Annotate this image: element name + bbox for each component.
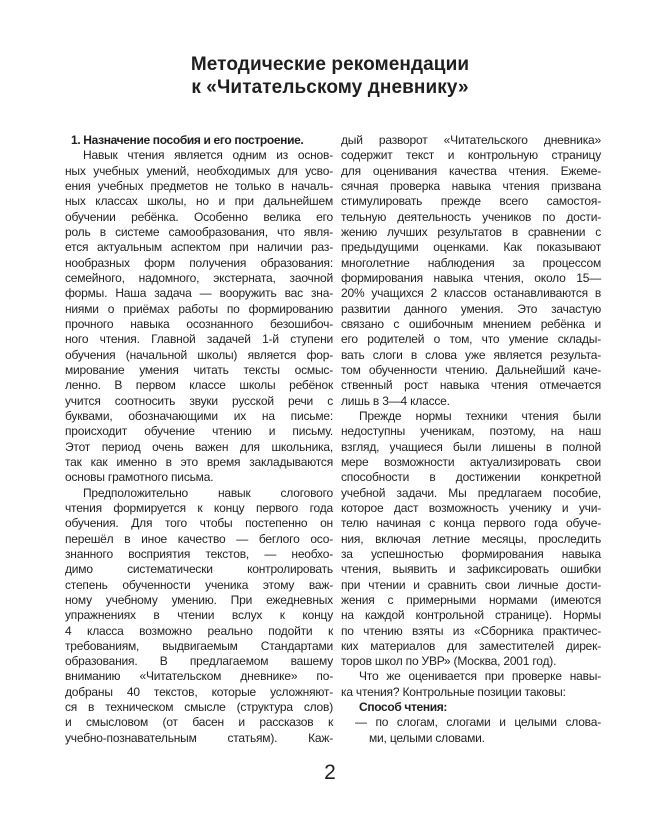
text-line: его родителей о том, что умение склады- [341, 332, 601, 347]
text-line: ных учебных умений, необходимых для усво- [65, 163, 333, 178]
title-line-2: к «Читательскому дневнику» [191, 77, 469, 98]
text-line: том обученности чтению. Дальнейший каче- [341, 362, 601, 377]
left-column [65, 133, 333, 746]
text-line: вниманию «Читательском дневнике» по- [65, 669, 333, 684]
text-line: происходит обучение чтению и письму. [65, 424, 333, 439]
text-line: многолетние наблюдения за процессом [341, 255, 601, 270]
text-line: ения учебных предметов не только в началь- [65, 178, 333, 193]
text-line: обучения (начальной школы) является фор- [65, 347, 333, 362]
text-line: ниями о приёмах работы по формированию [65, 301, 333, 316]
text-line: основы грамотного письма. [65, 470, 214, 485]
page-title [62, 53, 598, 99]
text-line: 20% учащихся 2 классов останавливаются в [341, 286, 601, 301]
text-line: требованиям, выдвигаемым Стандартами [65, 638, 333, 653]
text-line: торов школ по УВР» (Москва, 2001 год). [341, 654, 557, 669]
text-line: на каждой контрольной странице). Нормы [341, 608, 601, 623]
text-line: ния, включая летние месяцы, проследить [341, 531, 601, 546]
text-line: образования. В предлагаемом вашему [65, 654, 333, 669]
text-line: ных классах школы, но и при дальнейшем [65, 194, 333, 209]
text-line: Способ чтения: [359, 700, 448, 715]
text-line: способности в достижении конкретной [341, 470, 601, 485]
text-line: обучения. Для того чтобы постепенно он [65, 516, 333, 531]
text-line: стимулировать прежде всего самостоя- [341, 194, 601, 209]
text-line: ми, целыми словами. [369, 730, 485, 745]
text-line: нообразных форм получения образования: [65, 255, 333, 270]
text-line: предыдущими оценками. Как показывают [341, 240, 601, 255]
text-line: учебной задачи. Мы предлагаем пособие, [341, 485, 601, 500]
title-line-1: Методические рекомендации [190, 54, 470, 75]
text-line: знанного восприятия текстов, — необхо- [65, 546, 333, 561]
text-line: ленно. В первом классе школы ребёнок [65, 378, 333, 393]
text-line: — по слогам, слогами и целыми слова- [355, 715, 601, 730]
text-line: мирование умения читать тексты осмыс- [65, 362, 333, 377]
text-line: добраны 40 текстов, которые усложняют- [65, 684, 333, 699]
text-line: формирования навыка чтения, около 15— [341, 270, 601, 285]
text-line: взгляд, учащиеся были лишены в полной [341, 439, 601, 454]
text-line: Навык чтения является одним из основ- [83, 148, 333, 163]
text-line: ному учебному умению. При ежедневных [65, 592, 333, 607]
text-line: сячная проверка навыка чтения призвана [341, 178, 601, 193]
text-line: развитии данного умения. Это зачастую [341, 301, 601, 316]
text-line: по чтению взяты из «Сборника практичес- [341, 623, 601, 638]
text-line: упражнениях в чтении вслух к концу [65, 608, 333, 623]
text-line: учебно-познавательным статьям). Каж- [65, 730, 333, 745]
text-line: ственный рост навыка чтения отмечается [341, 378, 601, 393]
text-line: дый разворот «Читательского дневника» [341, 133, 601, 147]
text-line: так как именно в это время закладываются [65, 454, 333, 469]
text-line: Предположительно навык слогового [83, 485, 333, 500]
text-line: формы. Наша задача — вооружить вас зна- [65, 286, 333, 301]
text-line: ется актуальным аспектом при наличии раз- [65, 240, 333, 255]
text-line: ких материалов для заместителей дирек- [341, 638, 601, 653]
text-line: и смысловом (от басен и рассказов к [65, 715, 333, 730]
text-line: прочного навыка осознанного безошибоч- [65, 316, 333, 331]
text-line: ка чтения? Контрольные позиции таковы: [341, 684, 566, 699]
text-line: жения с примерными нормами (имеются [341, 592, 601, 607]
text-line: содержит текст и контрольную страницу [341, 148, 601, 163]
text-line: степень обученности ученика этому важ- [65, 577, 333, 592]
right-column [341, 133, 601, 746]
text-line: димо систематически контролировать [65, 562, 333, 577]
text-line: при чтении и сравнить свои личные дости- [341, 577, 601, 592]
two-column-text [65, 133, 601, 746]
text-line: Прежде нормы техники чтения были [359, 408, 601, 423]
text-line: перешёл в иное качество — беглого осо- [65, 531, 333, 546]
text-line: буквами, обозначающими их на письме: [65, 408, 333, 423]
text-line: роль в системе самообразования, что явля- [65, 224, 333, 239]
text-line: мере возможности актуализировать свои [341, 454, 601, 469]
text-line: обучении ребёнка. Особенно велика его [65, 209, 333, 224]
text-line: за успешностью формирования навыка [341, 546, 601, 561]
text-line: вать слоги в слова уже является результа- [341, 347, 601, 362]
text-line: ся в техническом смысле (структура слов) [65, 700, 333, 715]
text-line: лишь в 3—4 классе. [341, 393, 450, 408]
text-line: семейного, надомного, экстерната, заочной [65, 270, 333, 285]
text-line: чтения, выявить и зафиксировать ошибки [341, 562, 601, 577]
text-line: 1. Назначение пособия и его построение. [71, 133, 304, 147]
text-line: которое даст возможность ученику и учи- [341, 500, 601, 515]
text-line: Этот период очень важен для школьника, [65, 439, 333, 454]
text-line: связано с ошибочным мнением ребёнка и [341, 316, 601, 331]
text-line: 4 класса возможно реально подойти к [65, 623, 333, 638]
text-line: тельную деятельность учеников по дости- [341, 209, 601, 224]
text-line: телю начиная с конца первого года обуче- [341, 516, 601, 531]
text-line: для оценивания качества чтения. Ежеме- [341, 163, 601, 178]
text-line: ного чтения. Главной задачей 1-й ступени [65, 332, 333, 347]
text-line: учится соотносить звуки русской речи с [65, 393, 333, 408]
page-number: 2 [324, 761, 336, 784]
text-line: Что же оценивается при проверке навы- [359, 669, 601, 684]
text-line: жению лучших результатов в сравнении с [341, 224, 601, 239]
text-line: недоступны ученикам, поэтому, на наш [341, 424, 601, 439]
text-line: чтения формируется к концу первого года [65, 500, 333, 515]
